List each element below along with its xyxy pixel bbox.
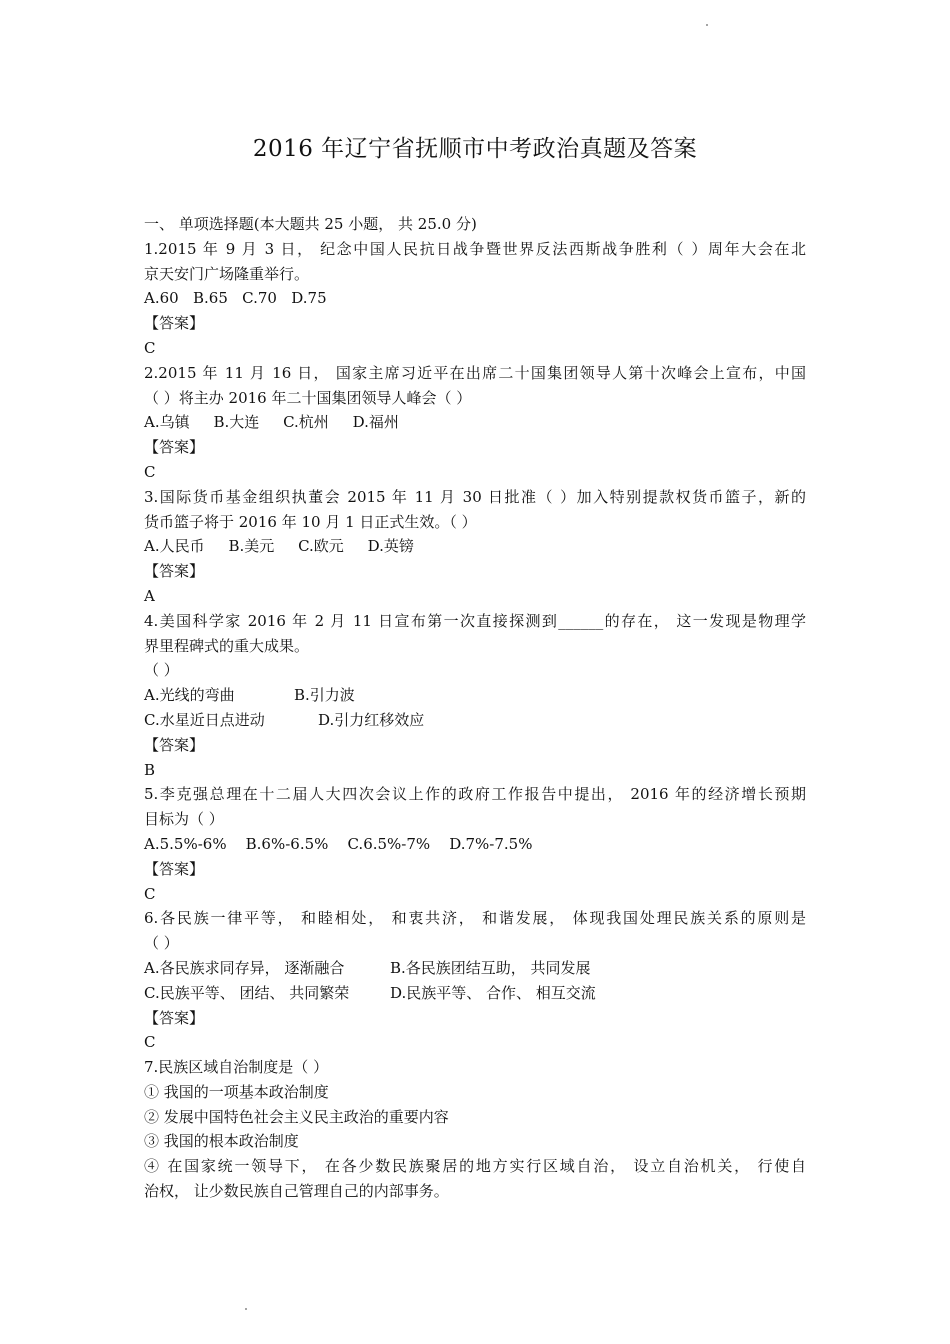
question-stem-line: 6.各民族一律平等， 和睦相处， 和衷共济， 和谐发展， 体现我国处理民族关系的原则是 — [144, 909, 806, 928]
question-stem-line: 京天安门广场隆重举行。 — [144, 264, 310, 283]
question-2 — [144, 361, 806, 485]
option-d: D.引力红移效应 — [318, 710, 425, 729]
question-stem-line: （ ） — [144, 661, 179, 680]
answer-label: 【答案】 — [144, 859, 205, 878]
question-options: A.乌镇 B.大连 C.杭州 D.福州 — [144, 413, 399, 432]
question-stem-line: （ ） — [144, 934, 179, 953]
answer-value: C — [144, 1033, 156, 1052]
option-c: C.民族平等、 团结、 共同繁荣 — [144, 983, 350, 1002]
answer-value: B — [144, 760, 156, 779]
section-header: 一、 单项选择题(本大题共 25 小题， 共 25.0 分) — [144, 215, 477, 233]
answer-value: C — [144, 462, 156, 481]
answer-label: 【答案】 — [144, 735, 205, 754]
question-options: A.5.5%-6% B.6%-6.5% C.6.5%-7% D.7%-7.5% — [144, 834, 533, 853]
question-stem-line: 界里程碑式的重大成果。 — [144, 636, 310, 655]
question-4 — [144, 609, 806, 783]
answer-value: C — [144, 884, 156, 903]
statement-item: ④ 在国家统一领导下， 在各少数民族聚居的地方实行区域自治， 设立自治机关， 行使自 — [144, 1157, 806, 1176]
option-d: D.民族平等、 合作、 相互交流 — [390, 983, 596, 1002]
question-5 — [144, 782, 806, 906]
option-a: A.各民族求同存异， 逐渐融合 — [144, 958, 345, 977]
statement-item: ① 我国的一项基本政治制度 — [144, 1082, 329, 1101]
statement-item: ③ 我国的根本政治制度 — [144, 1132, 299, 1151]
question-stem-line: 3.国际货币基金组织执董会 2015 年 11 月 30 日批准（ ）加入特别提款权货币篮子，新的 — [144, 487, 806, 506]
question-options: A.人民币 B.美元 C.欧元 D.英镑 — [144, 537, 414, 556]
question-3 — [144, 485, 806, 609]
statement-item: ② 发展中国特色社会主义民主政治的重要内容 — [144, 1107, 449, 1126]
option-b: B.各民族团结互助， 共同发展 — [390, 958, 591, 977]
question-options: A.60 B.65 C.70 D.75 — [144, 289, 327, 308]
question-stem-line: 目标为（ ） — [144, 810, 224, 829]
answer-label: 【答案】 — [144, 314, 205, 333]
question-stem-line: 5.李克强总理在十二届人大四次会议上作的政府工作报告中提出， 2016 年的经济增长预期 — [144, 785, 806, 804]
question-stem-line: （ ）将主办 2016 年二十国集团领导人峰会（ ） — [144, 388, 472, 407]
question-7 — [144, 1055, 806, 1204]
answer-label: 【答案】 — [144, 438, 205, 457]
question-options-row — [144, 981, 806, 1006]
question-options-row — [144, 683, 806, 708]
document-body — [144, 212, 806, 1204]
header-mark — [706, 24, 708, 26]
option-a: A.光线的弯曲 — [144, 686, 235, 705]
question-options-row — [144, 708, 806, 733]
page-title: 2016 年辽宁省抚顺市中考政治真题及答案 — [252, 136, 698, 162]
question-stem-line: 4.美国科学家 2016 年 2 月 11 日宣布第一次直接探测到______的存在， 这一发现是物理学 — [144, 611, 806, 630]
footer-mark — [245, 1308, 247, 1310]
answer-label: 【答案】 — [144, 1008, 205, 1027]
question-stem-line: 2.2015 年 11 月 16 日， 国家主席习近平在出席二十国集团领导人第十次峰会上宣布，中国 — [144, 363, 806, 382]
answer-value: A — [144, 586, 155, 605]
question-options-row — [144, 956, 806, 981]
question-6 — [144, 906, 806, 1055]
statement-item: 治权， 让少数民族自己管理自己的内部事务。 — [144, 1182, 449, 1201]
answer-value: C — [144, 338, 156, 357]
question-stem-line: 货币篮子将于 2016 年 10 月 1 日正式生效。（ ） — [144, 512, 477, 531]
option-b: B.引力波 — [294, 686, 355, 705]
answer-label: 【答案】 — [144, 562, 205, 581]
question-stem-line: 7.民族区域自治制度是（ ） — [144, 1058, 329, 1077]
question-1 — [144, 237, 806, 361]
option-c: C.水星近日点进动 — [144, 710, 265, 729]
question-stem-line: 1.2015 年 9 月 3 日， 纪念中国人民抗日战争暨世界反法西斯战争胜利（ ）周年大会在北 — [144, 239, 806, 258]
